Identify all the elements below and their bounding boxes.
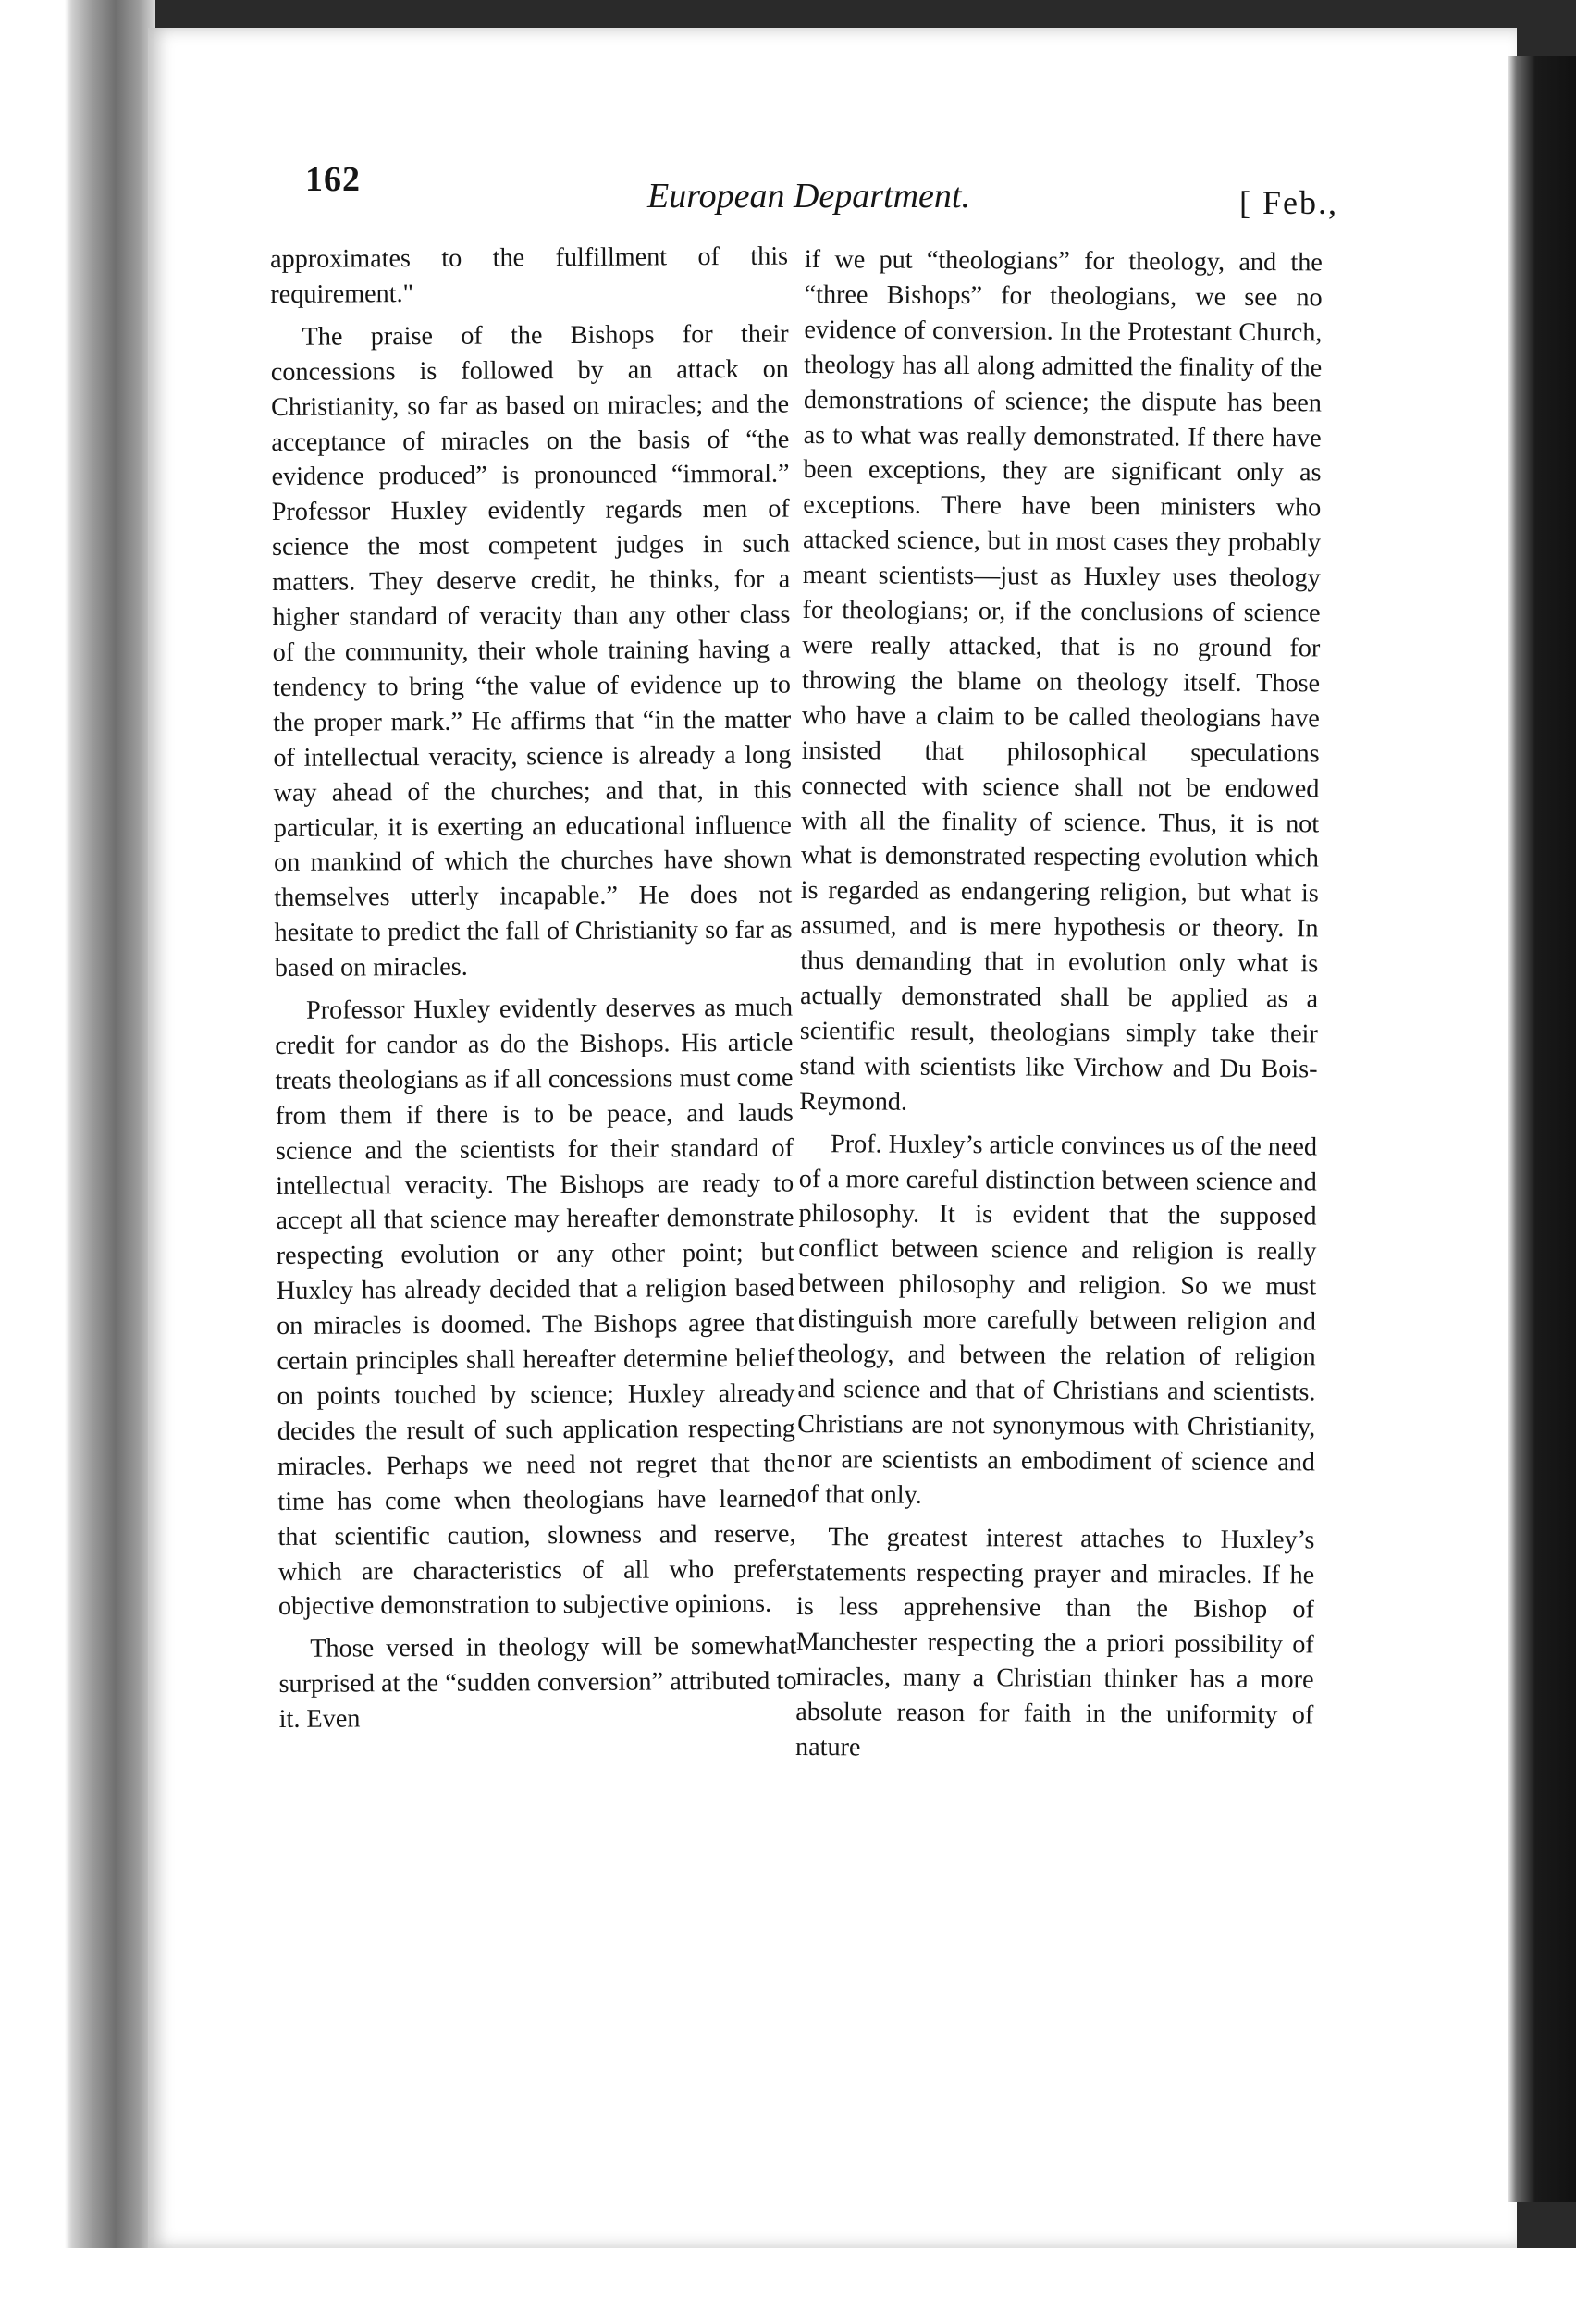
paragraph: Those versed in theology will be somewhat surprised at the “sudden conversion” attributed to it. Even xyxy=(278,1631,797,1735)
book-gutter-shadow xyxy=(1508,56,1576,2202)
running-header xyxy=(305,148,1360,221)
book-page-edge xyxy=(0,0,155,2324)
right-column xyxy=(795,242,1323,1768)
paragraph: Professor Huxley evidently deserves as much credit for candor as do the Bishops. His article treats theologians as if all concessions must come from them if there is to be peace, and lauds science and the scientists for their standard of intellectual veracity. The Bishops are ready to accept all that science may hereafter demonstrate respecting evolution or any other point; but Huxley has already decided that a religion based on miracles is doomed. The Bishops agree that certain principles shall hereafter determine belief on points touched by science; Huxley already decides the result of such application respecting miracles. Perhaps we need not regret that the time has come when theologians have learned that scientific caution, slowness and reserve, which are characteristics of all who prefer objective demonstration to subjective opinions. xyxy=(275,993,796,1622)
paragraph: The greatest interest attaches to Huxley’s statements respecting prayer and miracles. If he is less apprehensive than the Bishop of Manchester respecting the a priori possibility of miracles, many a Christian thinker has a more absolute reason for faith in the uniformity of nature xyxy=(794,1522,1315,1762)
running-head-title: European Department. xyxy=(647,177,970,216)
paragraph: if we put “theologians” for theology, and the “three Bishops” for theologians, we see no evidence of conversion. In the Protestant Church, theology has all along admitted the finality of the demonstrations of science; the dispute has been as to what was really demonstrated. If there have been exceptions, they are significant only as exceptions. There have been ministers who attacked science, but in most cases they probably meant scientists—just as Huxley uses theology for theologians; or, if the conclusions of science were really attacked, that is no ground for throwing the blame on theology itself. Those who have a claim to be called theologians have insisted that philosophical speculations connected with science shall not be endowed with all the finality of science. Thus, it is not what is demonstrated respecting evolution which is regarded as endangering religion, but what is assumed, and is mere hypothesis or theory. In thus demanding that in evolution only what is actually demonstrated shall be applied as a scientific result, theologians simply take their stand with scientists like Virchow and Du Bois-Reymond. xyxy=(799,244,1323,1117)
left-column xyxy=(270,240,797,1737)
running-head-month: [ Feb., xyxy=(1239,184,1338,221)
paragraph: approximates to the fulfillment of this requirement." xyxy=(270,241,789,309)
page-number: 162 xyxy=(305,160,361,199)
paragraph: Prof. Huxley’s article convinces us of the need of a more careful distinction between science and philosophy. It is evident that the supposed conflict between science and religion is really between philosophy and religion. So we must distinguish more carefully between religion and theology, and between the relation of religion and science and that of Christians and scientists. Christians are not synonymous with Christianity, nor are scientists an embodiment of science and of that only. xyxy=(796,1129,1318,1510)
scan-bottom-margin xyxy=(0,2248,1576,2324)
paragraph: The praise of the Bishops for their concessions is followed by an attack on Christianity, so far as based on miracles; and the acceptance of miracles on the basis of “the evidence produced” is pronounced “immoral.” Professor Huxley evidently regards men of science the most competent judges in such matters. They deserve credit, he thinks, for a higher standard of veracity than any other class of the community, their whole training having a tendency to bring “the value of evidence up to the proper mark.” He affirms that “in the matter of intellectual veracity, science is already a long way ahead of the churches; and that, in this particular, it is exerting an educational influence on mankind of which the churches have shown themselves utterly incapable.” He does not hesitate to predict the fall of Christianity so far as based on miracles. xyxy=(270,319,793,983)
